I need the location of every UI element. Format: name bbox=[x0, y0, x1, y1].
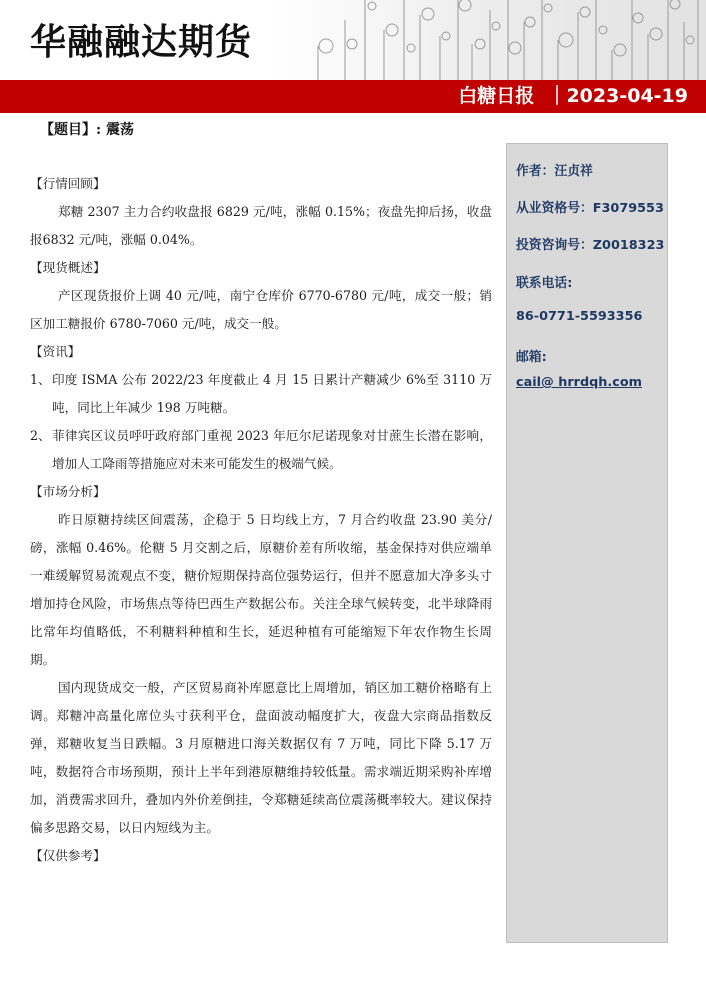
section-title-spot: 【现货概述】 bbox=[30, 260, 106, 275]
news-item bbox=[30, 422, 492, 478]
author-name: 作者：汪贞祥 bbox=[516, 164, 593, 179]
news-item bbox=[30, 366, 492, 422]
email-label: 邮箱: bbox=[516, 350, 547, 365]
phone-number: 86-0771-5593356 bbox=[516, 309, 643, 324]
author-sidebar bbox=[506, 143, 668, 943]
header-banner bbox=[0, 0, 706, 82]
section-title-reference: 【仅供参考】 bbox=[30, 848, 106, 863]
subject-line: 【题目】: 震荡 bbox=[40, 122, 135, 138]
news-item-text: 菲律宾区议员呼吁政府部门重视 2023 年厄尔尼诺现象对甘蔗生长潜在影响，增加人工降雨等措施应对未来可能发生的极端气候。 bbox=[52, 428, 492, 471]
news-item-number: 2、 bbox=[30, 428, 51, 443]
email-link[interactable]: cail@ hrrdqh.com bbox=[516, 375, 642, 390]
section-title-news: 【资讯】 bbox=[30, 344, 81, 359]
analysis-paragraph: 国内现货成交一般，产区贸易商补库愿意比上周增加，销区加工糖价格略有上调。郑糖冲高量化席位头寸获利平仓，盘面波动幅度扩大，夜盘大宗商品指数反弹，郑糖收复当日跌幅。3 月原糖进口海关数据仅有 7 万吨，同比下降 5.17 万吨，数据符合市场预期，预计上半年到港原糖维持较低量。需求端近期采购补库增加，消费需求回升，叠加内外价差倒挂，令郑糖延续高位震荡概率较大。建议保持偏多思路交易，以日内短线为主。 bbox=[30, 680, 492, 835]
review-paragraph: 郑糖 2307 主力合约收盘报 6829 元/吨，涨幅 0.15%；夜盘先抑后扬，收盘报6832 元/吨，涨幅 0.04%。 bbox=[30, 204, 492, 247]
spot-paragraph: 产区现货报价上调 40 元/吨，南宁仓库价 6770-6780 元/吨，成交一般；销区加工糖报价 6780-7060 元/吨，成交一般。 bbox=[30, 288, 492, 331]
phone-label: 联系电话: bbox=[516, 276, 573, 291]
analysis-paragraph: 昨日原糖持续区间震荡，企稳于 5 日均线上方，7 月合约收盘 23.90 美分/磅，涨幅 0.46%。伦糖 5 月交割之后，原糖价差有所收缩，基金保持对供应端单一难缓解贸易流观点不变，糖价短期保持高位强势运行，但并不愿意加大净多头寸增加持仓风险，市场焦点等待巴西生产数据公布。关注全球气候转变，北半球降雨比常年均值略低，不利糖料种植和生长，延迟种植有可能缩短下年农作物生长周期。 bbox=[30, 512, 492, 667]
section-title-review: 【行情回顾】 bbox=[30, 176, 106, 191]
news-item-number: 1、 bbox=[30, 372, 51, 387]
advisory-number: 投资咨询号：Z0018323 bbox=[516, 238, 665, 253]
section-title-analysis: 【市场分析】 bbox=[30, 484, 106, 499]
news-item-text: 印度 ISMA 公布 2022/23 年度截止 4 月 15 日累计产糖减少 6%至 3110 万吨，同比上年减少 198 万吨糖。 bbox=[52, 372, 492, 415]
license-number: 从业资格号：F3079553 bbox=[516, 201, 664, 216]
report-body bbox=[30, 170, 492, 870]
report-title: 白糖日报 ｜2023-04-19 bbox=[458, 85, 688, 107]
company-name: 华融融达期货 bbox=[30, 22, 253, 63]
